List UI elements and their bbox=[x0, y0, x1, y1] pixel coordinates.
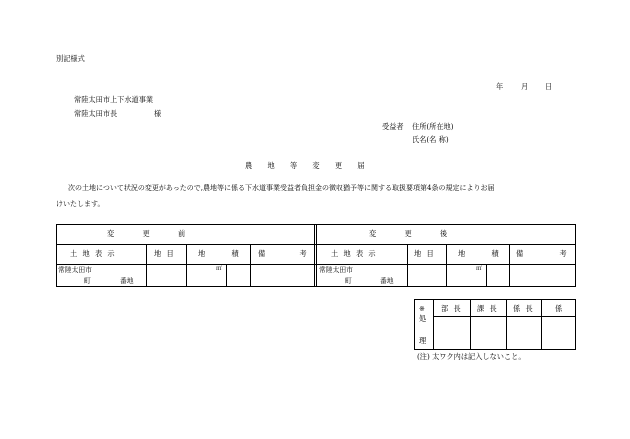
office-side-label-mid: 処 bbox=[419, 314, 427, 323]
body-text-line-2: けいたします。 bbox=[56, 200, 105, 208]
before-city: 常陸太田市 bbox=[58, 266, 92, 274]
date-month-label: 月 bbox=[521, 82, 529, 91]
before-area-unit: ㎡ bbox=[216, 265, 223, 272]
after-header: 変 更 後 bbox=[369, 229, 448, 238]
addressee-honorific: 様 bbox=[154, 109, 162, 118]
addressee-title: 常陸太田市長 bbox=[74, 109, 118, 118]
before-col-location: 土 地 表 示 bbox=[70, 249, 115, 258]
before-lot: 番地 bbox=[120, 277, 134, 285]
after-city: 常陸太田市 bbox=[319, 266, 353, 274]
after-col-area: 地 積 bbox=[458, 249, 499, 258]
office-col-department-head: 部 長 bbox=[441, 304, 461, 313]
date-year-label: 年 bbox=[496, 82, 504, 91]
beneficiary-name-label: 氏名(名 称) bbox=[412, 135, 449, 144]
form-label: 別記様式 bbox=[56, 54, 85, 63]
office-side-label-bottom: 理 bbox=[419, 336, 427, 345]
beneficiary-address-label: 住所(所在地) bbox=[412, 122, 454, 131]
addressee-org: 常陸太田市上下水道事業 bbox=[74, 95, 154, 104]
before-col-remarks: 備 考 bbox=[258, 249, 307, 258]
document-title: 農 地 等 変 更 届 bbox=[245, 161, 366, 170]
after-area-unit: ㎡ bbox=[476, 265, 483, 272]
after-town: 町 bbox=[345, 277, 352, 285]
date-day-label: 日 bbox=[545, 82, 553, 91]
after-col-category: 地 目 bbox=[414, 249, 434, 258]
after-col-location: 土 地 表 示 bbox=[331, 249, 376, 258]
beneficiary-label: 受益者 bbox=[382, 122, 404, 131]
before-town: 町 bbox=[84, 277, 91, 285]
before-col-category: 地 目 bbox=[154, 249, 174, 258]
office-side-label-top: ※ bbox=[419, 304, 426, 313]
after-col-remarks: 備 考 bbox=[516, 249, 567, 258]
body-text-line-1: 次の土地について状況の変更があったので,農地等に係る下水道事業受益者負担金の徴収猶予等に関する取扱要項第4条の規定によりお届 bbox=[68, 184, 495, 192]
before-header: 変 更 前 bbox=[107, 229, 186, 238]
office-col-unit-head: 係 長 bbox=[513, 304, 533, 313]
office-col-staff: 係 bbox=[555, 304, 563, 313]
after-lot: 番地 bbox=[380, 277, 394, 285]
footnote: (注) 太ワク内は記入しないこと。 bbox=[417, 352, 526, 361]
office-col-section-head: 課 長 bbox=[477, 304, 497, 313]
before-col-area: 地 積 bbox=[198, 249, 239, 258]
